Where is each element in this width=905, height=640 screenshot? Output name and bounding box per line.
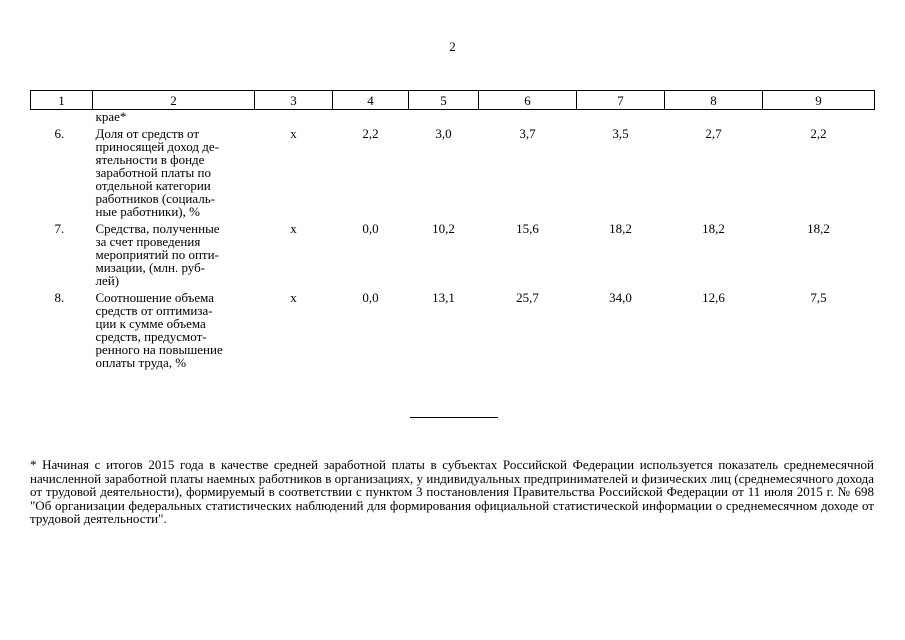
table-cell: 18,2 bbox=[702, 221, 725, 236]
page-number: 2 bbox=[449, 39, 456, 54]
row-number: 8. bbox=[54, 290, 65, 305]
continuation-text: крае* bbox=[95, 109, 127, 124]
column-header: 5 bbox=[409, 91, 479, 110]
column-header: 6 bbox=[479, 91, 577, 110]
table-cell: 18,2 bbox=[807, 221, 830, 236]
row-number: 6. bbox=[54, 126, 65, 141]
table-cell: х bbox=[290, 290, 297, 305]
row-label: Соотношение объема средств от оптимиза- ции к сумме объема средств, предусмот- ренного на повышение оплаты труда, % bbox=[95, 290, 223, 370]
table-header-row bbox=[31, 91, 875, 110]
table-cell: 15,6 bbox=[516, 221, 539, 236]
table-cell: 3,5 bbox=[612, 126, 629, 141]
column-header: 7 bbox=[577, 91, 665, 110]
table-cell: 3,0 bbox=[435, 126, 452, 141]
table-cell: 2,2 bbox=[362, 126, 379, 141]
table-cell: 25,7 bbox=[516, 290, 539, 305]
table-cell: 2,7 bbox=[705, 126, 722, 141]
table-row bbox=[31, 219, 875, 288]
table-cell: 18,2 bbox=[609, 221, 632, 236]
table-row bbox=[31, 288, 875, 370]
table-cell: 13,1 bbox=[432, 290, 455, 305]
table-cell: 0,0 bbox=[362, 290, 379, 305]
table-cell: х bbox=[290, 221, 297, 236]
table-cell: 2,2 bbox=[810, 126, 827, 141]
table-cell: 10,2 bbox=[432, 221, 455, 236]
table-cell: 7,5 bbox=[810, 290, 827, 305]
table-continuation-row bbox=[31, 110, 875, 125]
row-label: Доля от средств от приносящей доход де- ятельности в фонде заработной платы по отдельной категории работников (социаль- ные работники), % bbox=[95, 126, 219, 219]
table-row bbox=[31, 124, 875, 219]
table-cell: 34,0 bbox=[609, 290, 632, 305]
footnote-separator bbox=[410, 417, 498, 418]
column-header: 2 bbox=[93, 91, 255, 110]
table-cell: х bbox=[290, 126, 297, 141]
table-cell: 3,7 bbox=[519, 126, 536, 141]
table-cell: 0,0 bbox=[362, 221, 379, 236]
row-number: 7. bbox=[54, 221, 65, 236]
column-header: 1 bbox=[31, 91, 93, 110]
column-header: 8 bbox=[665, 91, 763, 110]
column-header: 3 bbox=[255, 91, 333, 110]
footnote: * Начиная с итогов 2015 года в качестве средней заработной платы в субъектах Российской Федерации используется показатель среднемесячной начисленной заработной платы наемных работников в организациях, у индивидуальных предпринимателей и физических лиц (среднемесячного дохода от трудовой деятельности), формируемый в соответствии с пунктом 3 постановления Правительства Российской Федерации от 11 июля 2015 г. № 698 "Об организации федеральных статистических наблюдений для формирования официальной статистической информации о среднемесячном доходе от трудовой деятельности". bbox=[30, 457, 874, 526]
data-table bbox=[30, 90, 875, 370]
row-label: Средства, полученные за счет проведения мероприятий по опти- мизации, (млн. руб- лей) bbox=[95, 221, 220, 288]
column-header: 4 bbox=[333, 91, 409, 110]
column-header: 9 bbox=[763, 91, 875, 110]
table-cell: 12,6 bbox=[702, 290, 725, 305]
